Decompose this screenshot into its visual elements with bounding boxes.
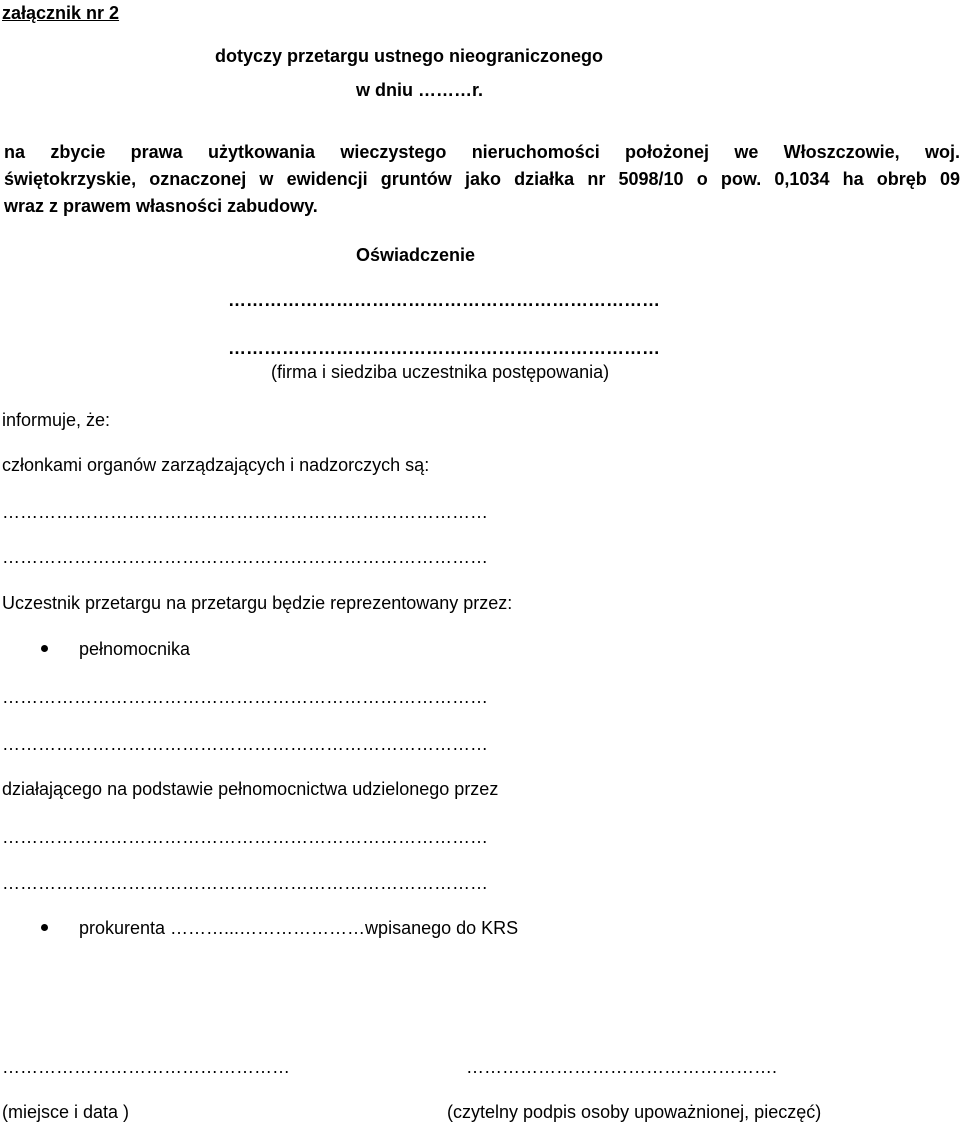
description-line-3: wraz z prawem własności zabudowy. (4, 196, 318, 216)
place-date-caption: (miejsce i data ) (2, 1102, 130, 1122)
basis-dots-line-2: ……………………………………………………………………… (2, 873, 488, 893)
place-date-dots: ………………………………………… (2, 1057, 290, 1077)
proxy-dots-line-1: ……………………………………………………………………… (2, 687, 488, 707)
option-procurator: prokurenta ………...…………………wpisanego do KRS (79, 918, 519, 938)
firm-dots-line-1: ……………………………………………………………… (228, 290, 660, 310)
attachment-label: załącznik nr 2 (2, 3, 120, 23)
subject-line-1: dotyczy przetargu ustnego nieograniczonego (215, 46, 604, 66)
signature-caption: (czytelny podpis osoby upoważnionej, pieczęć) (447, 1102, 822, 1122)
bullet-procurator (41, 924, 48, 931)
proxy-dots-line-2: ……………………………………………………………………… (2, 734, 488, 754)
firm-dots-line-2: ……………………………………………………………… (228, 338, 660, 358)
subject-line-2: w dniu ………r. (356, 80, 484, 100)
signature-dots: ……………………………………………. (466, 1057, 778, 1077)
firm-caption: (firma i siedziba uczestnika postępowania) (271, 362, 610, 382)
acting-basis-label: działającego na podstawie pełnomocnictwa udzielonego przez (2, 779, 499, 799)
description-line-2: świętokrzyskie, oznaczonej w ewidencji gruntów jako działka nr 5098/10 o pow. 0,1034 ha obręb 09 (4, 169, 960, 189)
representation-label: Uczestnik przetargu na przetargu będzie reprezentowany przez: (2, 593, 513, 613)
declaration-title: Oświadczenie (356, 245, 476, 265)
bullet-proxy (41, 645, 48, 652)
informs-text: informuje, że: (2, 410, 111, 430)
members-label: członkami organów zarządzających i nadzorczych są: (2, 455, 430, 475)
description-line-1: na zbycie prawa użytkowania wieczystego nieruchomości położonej we Włoszczowie, woj. (4, 142, 960, 162)
basis-dots-line-1: ……………………………………………………………………… (2, 827, 488, 847)
option-proxy: pełnomocnika (79, 639, 191, 659)
members-dots-line-1: ……………………………………………………………………… (2, 502, 488, 522)
members-dots-line-2: ……………………………………………………………………… (2, 547, 488, 567)
